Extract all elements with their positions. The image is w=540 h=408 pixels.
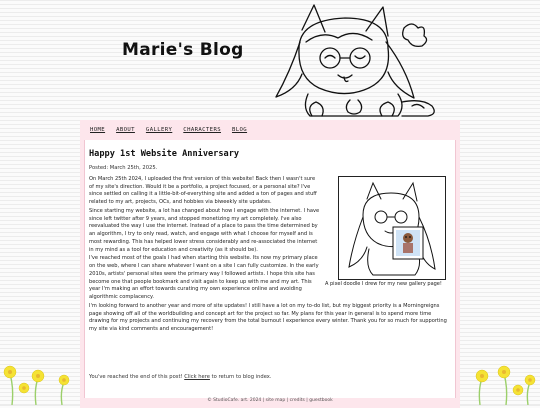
doodle-drawing <box>339 177 445 279</box>
nav-home[interactable]: HOME <box>90 126 106 133</box>
post-date: Posted: March 25th, 2025. <box>89 165 158 171</box>
post-paragraph-1: On March 25th 2024, I uploaded the first version of this website! Back then I wasn't sure of my site's direction. Would it be a portfolio, a project focused, or a personal site? I've since settled on calling it a little-bit-of-everything site and added a ton of pages and stuff related to my art, projects, OCs, and hobbies via biweekly site updates. <box>89 176 317 206</box>
post-paragraph-3: I've reached most of the goals I had when starting this website. Its now my primary place on the web, where I can share whatever I want on a site I can fully customize. In the early 2010s, artists' personal sites were the primary way I followed artists. I hope this site has become one that people bookmark and visit again to keep up with me and my art. This year I'm making an effort towards curating my own experience online and avoiding algorithmic complacency. <box>89 255 319 300</box>
post-body <box>89 176 451 335</box>
site-footer <box>80 398 460 408</box>
post-container <box>84 140 456 398</box>
site-header <box>0 0 540 120</box>
site-title: Marie's Blog <box>122 40 244 60</box>
flowers-left-decoration <box>0 352 80 405</box>
nav-blog[interactable]: BLOG <box>231 126 248 133</box>
flowers-right-decoration <box>462 352 540 405</box>
figure-caption: A pixel doodle I drew for my new gallery page! <box>325 281 442 287</box>
footer-text: © StudioCafe. art. 2024 | site map | credits | guestbook <box>207 398 333 403</box>
post-figure <box>325 176 451 287</box>
post-paragraph-2: Since starting my website, a lot has changed about how I engage with the internet. I have since left twitter after 9 years, and stopped monetizing my art completely. I've also reevaluated the way I use the internet. Instead of a place to pass the time determined by an algorithm, I try to only read, watch, and engage with what I choose for myself and is most rewarding. This has helped lower stress considerably and re-associated the internet in my mind as a tool for education and creativity (as it should be). <box>89 208 320 253</box>
doodle-image[interactable] <box>338 176 446 280</box>
mascot-illustration <box>262 2 444 120</box>
main-nav <box>80 120 460 139</box>
end-of-post-note <box>89 374 272 380</box>
end-text: You've reached the end of this post! <box>89 374 183 380</box>
nav-gallery[interactable]: GALLERY <box>145 126 173 133</box>
post-paragraph-4: I'm looking forward to another year and more of site updates! I still have a lot on my to-do list, but my biggest priority is a Morningreigns page showing off all of the worldbuilding and concept art for the project so far. My plans for this year in general is to spend more time drawing for my projects and continuing my recovery from the total burnout I experience every winter. Thank you for so much for supporting my site via kind comments and encouragement! <box>89 302 447 332</box>
return-to-blog-link[interactable]: Click here <box>184 374 210 380</box>
nav-characters[interactable]: CHARACTERS <box>183 126 221 133</box>
end-suffix: to return to blog index. <box>211 374 272 380</box>
post-title: Happy 1st Website Anniversary <box>89 149 240 159</box>
nav-about[interactable]: ABOUT <box>116 126 135 133</box>
